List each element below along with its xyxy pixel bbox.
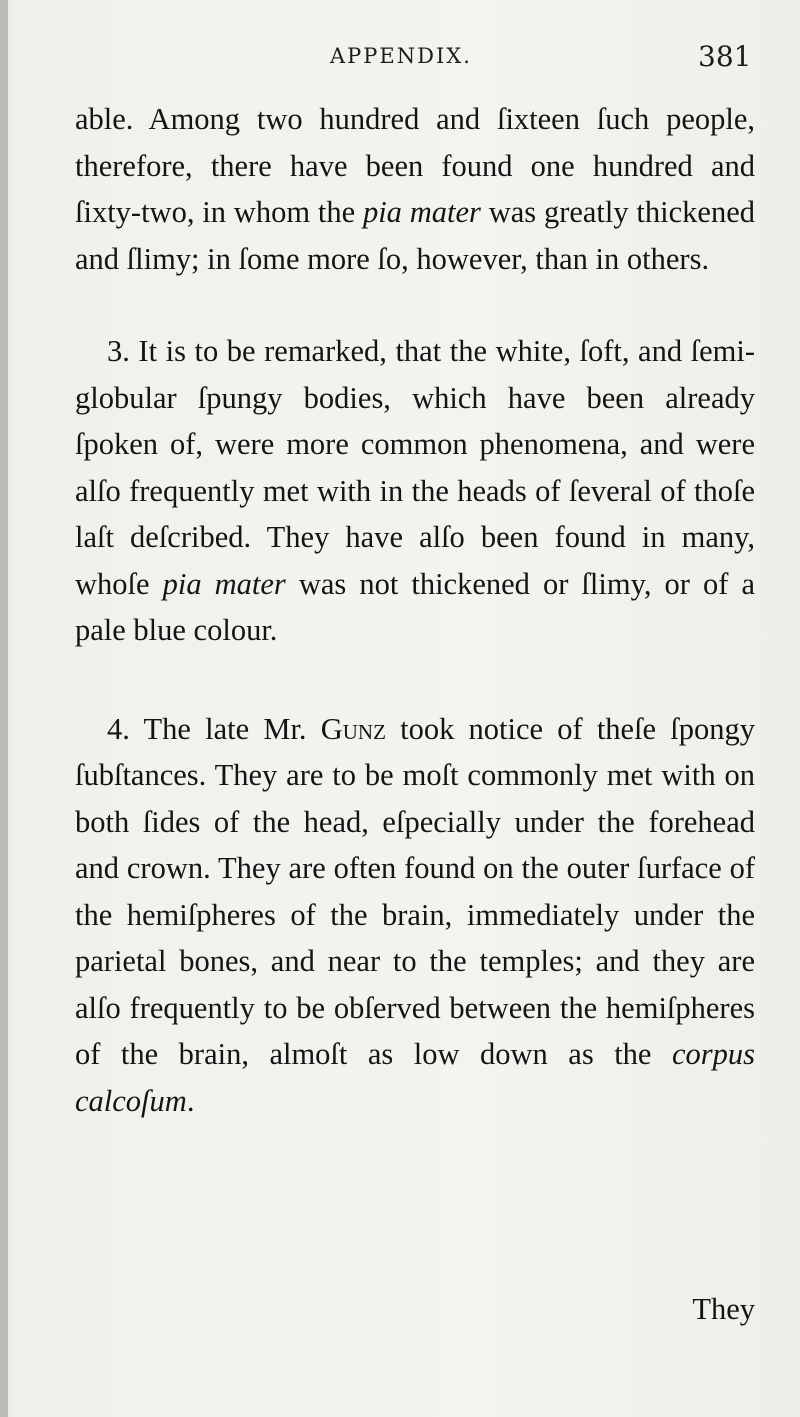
paragraph-2-text-a: 3. It is to be remarked, that the white, ſoft, and ſemi-globular ſpungy bodies, which have been already ſpoken of, were more common phenomena, and were alſo frequently met with in the heads of ſeveral of thoſe laſt deſcribed. They have alſo been found in many, whoſe	[75, 334, 755, 601]
paragraph-1-text-a: able. Among two hundred and ſixteen ſuch people, therefore, there have been found one hundred and ſixty-two, in whom the	[75, 102, 755, 229]
running-head	[0, 40, 800, 80]
header-title: APPENDIX.	[330, 44, 472, 68]
paragraph-3	[75, 706, 755, 1125]
paragraph-2-text-b: was not thickened or ſlimy, or of a pale blue colour.	[75, 566, 755, 647]
paragraph-3-text-c: .	[186, 1083, 195, 1118]
page-gutter-shadow	[0, 0, 8, 1417]
paragraph-1-text-b: was greatly thickened and ſlimy; in ſome more ſo, however, than in others.	[75, 195, 755, 276]
paragraph-3-italic-term: corpus calcoſum	[75, 1037, 755, 1118]
page-number: 381	[698, 40, 752, 73]
paragraph-3-text-a: 4. The late Mr.	[107, 711, 321, 746]
paragraph-1-italic-term: pia mater	[362, 195, 481, 229]
paragraph-1	[75, 96, 755, 282]
paragraph-2	[75, 328, 755, 654]
paragraph-3-name-smallcaps: Gunz	[320, 711, 386, 746]
catchword: They	[692, 1292, 755, 1326]
paragraph-2-italic-term: pia mater	[162, 566, 286, 601]
paragraph-3-text-b: took notice of theſe ſpongy ſubſtances. They are to be moſt commonly met with on both ſides of the head, eſpecially under the forehead and crown. They are often found on the outer ſurface of the hemiſpheres of the brain, immediately under the parietal bones, and near to the temples; and they are alſo frequently to be obſerved between the hemiſpheres of the brain, almoſt as low down as the	[75, 711, 756, 1071]
body-text	[75, 96, 755, 1124]
